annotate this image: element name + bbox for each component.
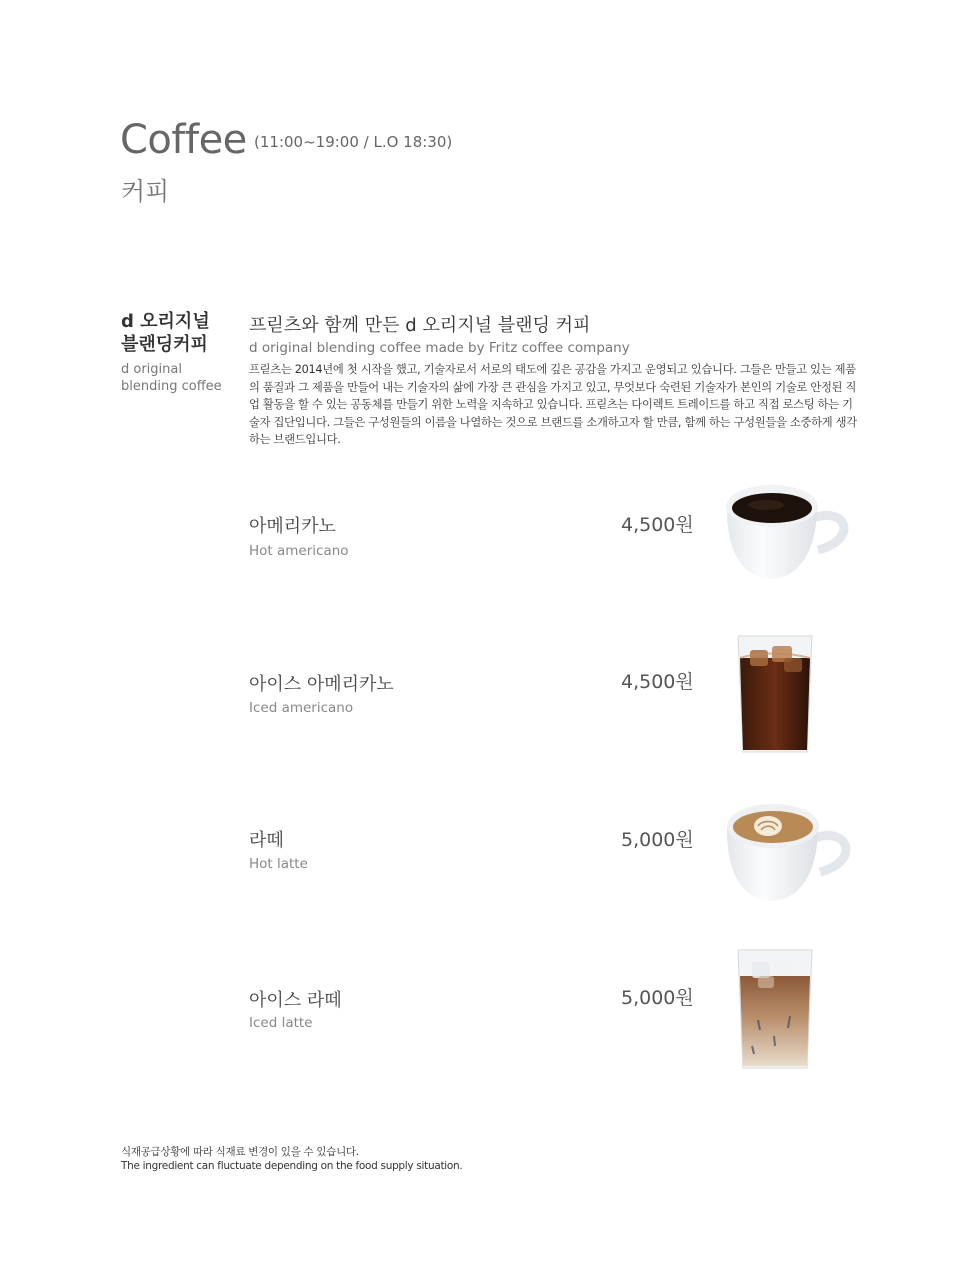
- footer-note-korean: 식재공급상황에 따라 식재료 변경이 있을 수 있습니다.: [121, 1146, 359, 1158]
- iced-latte-glass-image: [728, 946, 822, 1072]
- page-title: Coffee: [120, 117, 247, 163]
- hot-latte-cup-image: [718, 796, 858, 906]
- menu-item-price: 5,000원: [621, 987, 694, 1009]
- hot-americano-cup-image: [718, 478, 858, 584]
- section-label-english: d original blending coffee: [121, 362, 222, 394]
- menu-item-name: 라떼: [249, 830, 284, 851]
- section-subtitle: d original blending coffee made by Fritz coffee company: [249, 340, 630, 356]
- menu-item-english-name: Hot americano: [249, 543, 349, 559]
- opening-hours: (11:00~19:00 / L.O 18:30): [254, 133, 453, 151]
- menu-item-price: 5,000원: [621, 829, 694, 851]
- menu-item-english-name: Iced americano: [249, 700, 354, 716]
- menu-item-name: 아이스 아메리카노: [249, 674, 394, 695]
- menu-item-english-name: Hot latte: [249, 856, 308, 872]
- menu-item-name: 아이스 라떼: [249, 990, 342, 1011]
- page-title-korean: 커피: [121, 177, 170, 206]
- iced-americano-glass-image: [728, 632, 822, 756]
- menu-item-name: 아메리카노: [249, 516, 336, 537]
- menu-item-price: 4,500원: [621, 671, 694, 693]
- menu-item-english-name: Iced latte: [249, 1015, 313, 1031]
- footer-note-english: The ingredient can fluctuate depending on the food supply situation.: [121, 1160, 463, 1172]
- menu-item-price: 4,500원: [621, 514, 694, 536]
- section-label-korean: d 오리지널 블랜딩커피: [121, 311, 210, 355]
- section-description: 프릳츠는 2014년에 첫 시작을 했고, 기술자로서 서로의 태도에 깊은 공감을 가지고 운영되고 있습니다. 그들은 만들고 있는 제품의 품질과 그 제품을 만들어 내는 기술자의 삶에 가장 큰 관심을 가지고 있고, 무엇보다 숙련된 기술자가 본인의 기술로 안정된 직업 활동을 할 수 있는 공동체를 만들기 위한 노력을 지속하고 있습니다. 프릳츠는 다이렉트 트레이드를 하고 직접 로스팅 하는 기술자 집단입니다. 그들은 구성원들의 이름을 나열하는 것으로 브랜드를 소개하고자 할 만큼, 함께 하는 구성원들을 소중하게 생각하는 브랜드입니다.: [249, 363, 857, 446]
- section-title: 프릳츠와 함께 만든 d 오리지널 블랜딩 커피: [249, 315, 591, 336]
